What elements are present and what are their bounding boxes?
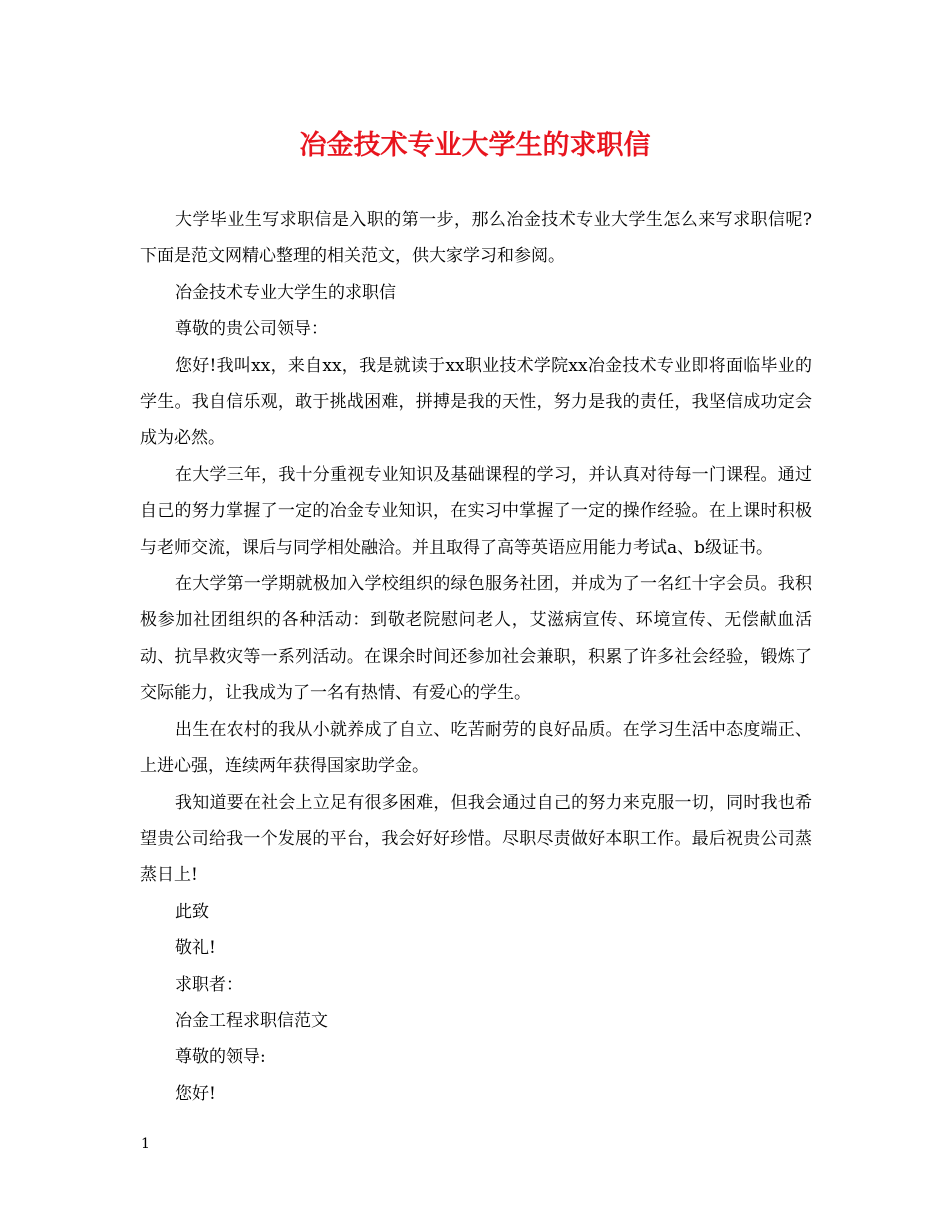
- activities-paragraph: 在大学第一学期就极加入学校组织的绿色服务社团，并成为了一名红十字会员。我积极参加社团组织的各种活动：到敬老院慰问老人，艾滋病宣传、环境宣传、无偿献血活动、抗旱救灾等一系列活动。在课余时间还参加社会兼职，积累了许多社会经验，锻炼了交际能力，让我成为了一名有热情、有爱心的学生。: [140, 574, 812, 704]
- closing-paragraph: 我知道要在社会上立足有很多困难，但我会通过自己的努力来克服一切，同时我也希望贵公司给我一个发展的平台，我会好好珍惜。尽职尽责做好本职工作。最后祝贵公司蒸蒸日上!: [140, 792, 812, 886]
- second-salutation: 尊敬的领导:: [175, 1047, 266, 1068]
- salutation: 尊敬的贵公司领导：: [175, 319, 328, 340]
- document-title: 冶金技术专业大学生的求职信: [299, 130, 651, 161]
- page-number: 1: [141, 1136, 150, 1152]
- document-body: [140, 202, 812, 1112]
- intro-paragraph: 大学毕业生写求职信是入职的第一步，那么冶金技术专业大学生怎么来写求职信呢?下面是范文网精心整理的相关范文，供大家学习和参阅。: [140, 210, 812, 267]
- study-paragraph: 在大学三年，我十分重视专业知识及基础课程的学习，并认真对待每一门课程。通过自己的努力掌握了一定的冶金专业知识，在实习中掌握了一定的操作经验。在上课时积极与老师交流，课后与同学相处融洽。并且取得了高等英语应用能力考试a、b级证书。: [140, 464, 812, 558]
- applicant-signature-label: 求职者：: [175, 974, 243, 995]
- second-letter-heading: 冶金工程求职信范文: [175, 1010, 328, 1031]
- second-greeting: 您好!: [175, 1083, 216, 1104]
- self-introduction-paragraph: 您好!我叫xx，来自xx，我是就读于xx职业技术学院xx冶金技术专业即将面临毕业的学生。我自信乐观，敢于挑战困难，拼搏是我的天性，努力是我的责任，我坚信成功定会成为必然。: [140, 355, 812, 449]
- character-paragraph: 出生在农村的我从小就养成了自立、吃苦耐劳的良好品质。在学习生活中态度端正、上进心强，连续两年获得国家助学金。: [140, 719, 812, 777]
- letter-heading: 冶金技术专业大学生的求职信: [175, 282, 396, 303]
- closing-phrase: 此致: [175, 901, 209, 922]
- closing-salute: 敬礼!: [175, 938, 216, 959]
